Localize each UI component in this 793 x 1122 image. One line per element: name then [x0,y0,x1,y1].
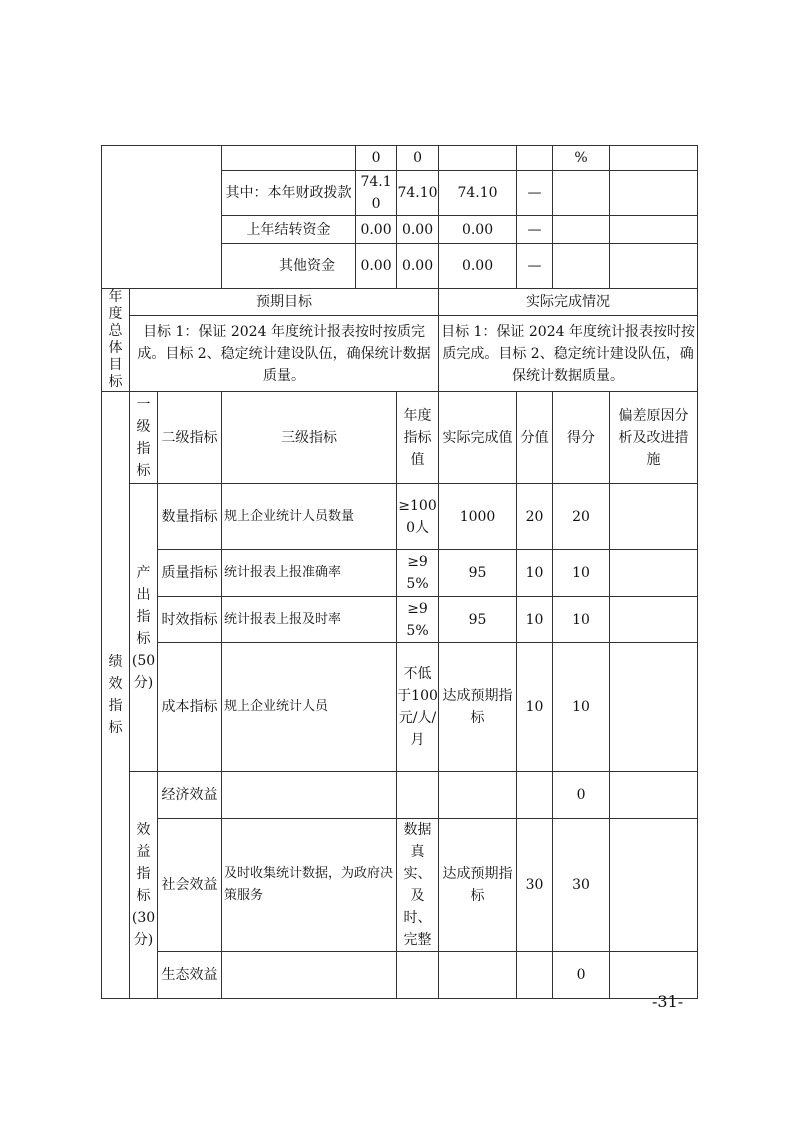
funding-label: 其他资金 [222,244,356,289]
note-cell [610,819,698,952]
header-target: 年度指标值 [397,392,439,484]
target-cell: ≥95% [397,550,439,597]
goals-header-row [102,289,698,316]
funding-value [553,244,610,289]
funding-value: 0 [356,146,397,171]
funding-value: 0.00 [397,216,439,244]
header-actual: 实际完成值 [439,392,517,484]
weight-cell [517,952,553,999]
level2-cell: 社会效益 [158,819,222,952]
target-cell [397,952,439,999]
expected-goal-header: 预期目标 [130,289,439,316]
level2-cell: 质量指标 [158,550,222,597]
note-cell [610,597,698,643]
funding-label: 其中：本年财政拨款 [222,171,356,216]
score-cell: 20 [553,484,610,550]
benefit-indicator-group: 效益指标(30分) [130,772,158,999]
funding-value: — [517,216,553,244]
funding-value: — [517,244,553,289]
level3-cell: 及时收集统计数据，为政府决策服务 [222,819,397,952]
funding-value: 0.00 [439,244,517,289]
actual-cell [439,952,517,999]
funding-value [553,216,610,244]
page-number: -31- [652,992,684,1011]
score-cell: 10 [553,643,610,772]
header-level3: 三级指标 [222,392,397,484]
funding-value [553,171,610,216]
note-cell [610,772,698,819]
score-cell: 0 [553,772,610,819]
actual-cell: 95 [439,550,517,597]
score-cell: 10 [553,597,610,643]
actual-cell: 达成预期指标 [439,819,517,952]
funding-value: 0 [397,146,439,171]
actual-completion-header: 实际完成情况 [439,289,698,316]
actual-cell: 1000 [439,484,517,550]
score-cell: 30 [553,819,610,952]
funding-value: 0.00 [439,216,517,244]
goals-text-row [102,316,698,392]
note-cell [610,484,698,550]
performance-evaluation-table [101,145,698,999]
funding-value [610,171,698,216]
level2-cell: 经济效益 [158,772,222,819]
level2-cell: 数量指标 [158,484,222,550]
funding-value [517,146,553,171]
funding-value [610,216,698,244]
level3-cell: 统计报表上报及时率 [222,597,397,643]
performance-header-row [102,392,698,484]
table-row [102,952,698,999]
actual-cell: 达成预期指标 [439,643,517,772]
funding-blank-cell [102,146,222,289]
table-row [102,819,698,952]
table-row [102,643,698,772]
weight-cell: 30 [517,819,553,952]
table-row [102,484,698,550]
funding-value [610,244,698,289]
actual-cell: 95 [439,597,517,643]
target-cell: 数据真实、及时、完整 [397,819,439,952]
funding-value [610,146,698,171]
score-cell: 0 [553,952,610,999]
funding-value [439,146,517,171]
weight-cell: 20 [517,484,553,550]
target-cell: ≥1000人 [397,484,439,550]
note-cell [610,550,698,597]
level3-cell: 规上企业统计人员数量 [222,484,397,550]
weight-cell: 10 [517,550,553,597]
level2-cell: 生态效益 [158,952,222,999]
header-level1: 一级指标 [130,392,158,484]
table-row [102,597,698,643]
funding-value: 74.10 [397,171,439,216]
header-score: 得分 [553,392,610,484]
target-cell: ≥95% [397,597,439,643]
level2-cell: 时效指标 [158,597,222,643]
header-weight: 分值 [517,392,553,484]
table-row [102,772,698,819]
header-deviation-analysis: 偏差原因分析及改进措施 [610,392,698,484]
score-cell: 10 [553,550,610,597]
funding-row [102,146,698,171]
level2-cell: 成本指标 [158,643,222,772]
weight-cell: 10 [517,597,553,643]
funding-label: 上年结转资金 [222,216,356,244]
expected-goal-text: 目标 1：保证 2024 年度统计报表按时按质完成。目标 2、稳定统计建设队伍，确保统计数据质量。 [130,316,439,392]
weight-cell [517,772,553,819]
funding-label [222,146,356,171]
level3-cell: 规上企业统计人员 [222,643,397,772]
header-level2: 二级指标 [158,392,222,484]
annual-goal-label: 年度总体目标 [102,289,130,392]
funding-value: 0.00 [356,244,397,289]
level3-cell: 统计报表上报准确率 [222,550,397,597]
funding-value: — [517,171,553,216]
level3-cell [222,772,397,819]
funding-value: % [553,146,610,171]
funding-value: 0.00 [356,216,397,244]
target-cell: 不低于100元/人/月 [397,643,439,772]
funding-value: 74.10 [356,171,397,216]
actual-cell [439,772,517,819]
level3-cell [222,952,397,999]
target-cell [397,772,439,819]
table-row [102,550,698,597]
output-indicator-group: 产出指标(50分) [130,484,158,772]
actual-completion-text: 目标 1：保证 2024 年度统计报表按时按质完成。目标 2、稳定统计建设队伍，确保统计数据质量。 [439,316,698,392]
weight-cell: 10 [517,643,553,772]
performance-indicator-label: 绩效指标 [102,392,130,999]
funding-value: 0.00 [397,244,439,289]
note-cell [610,643,698,772]
funding-value: 74.10 [439,171,517,216]
